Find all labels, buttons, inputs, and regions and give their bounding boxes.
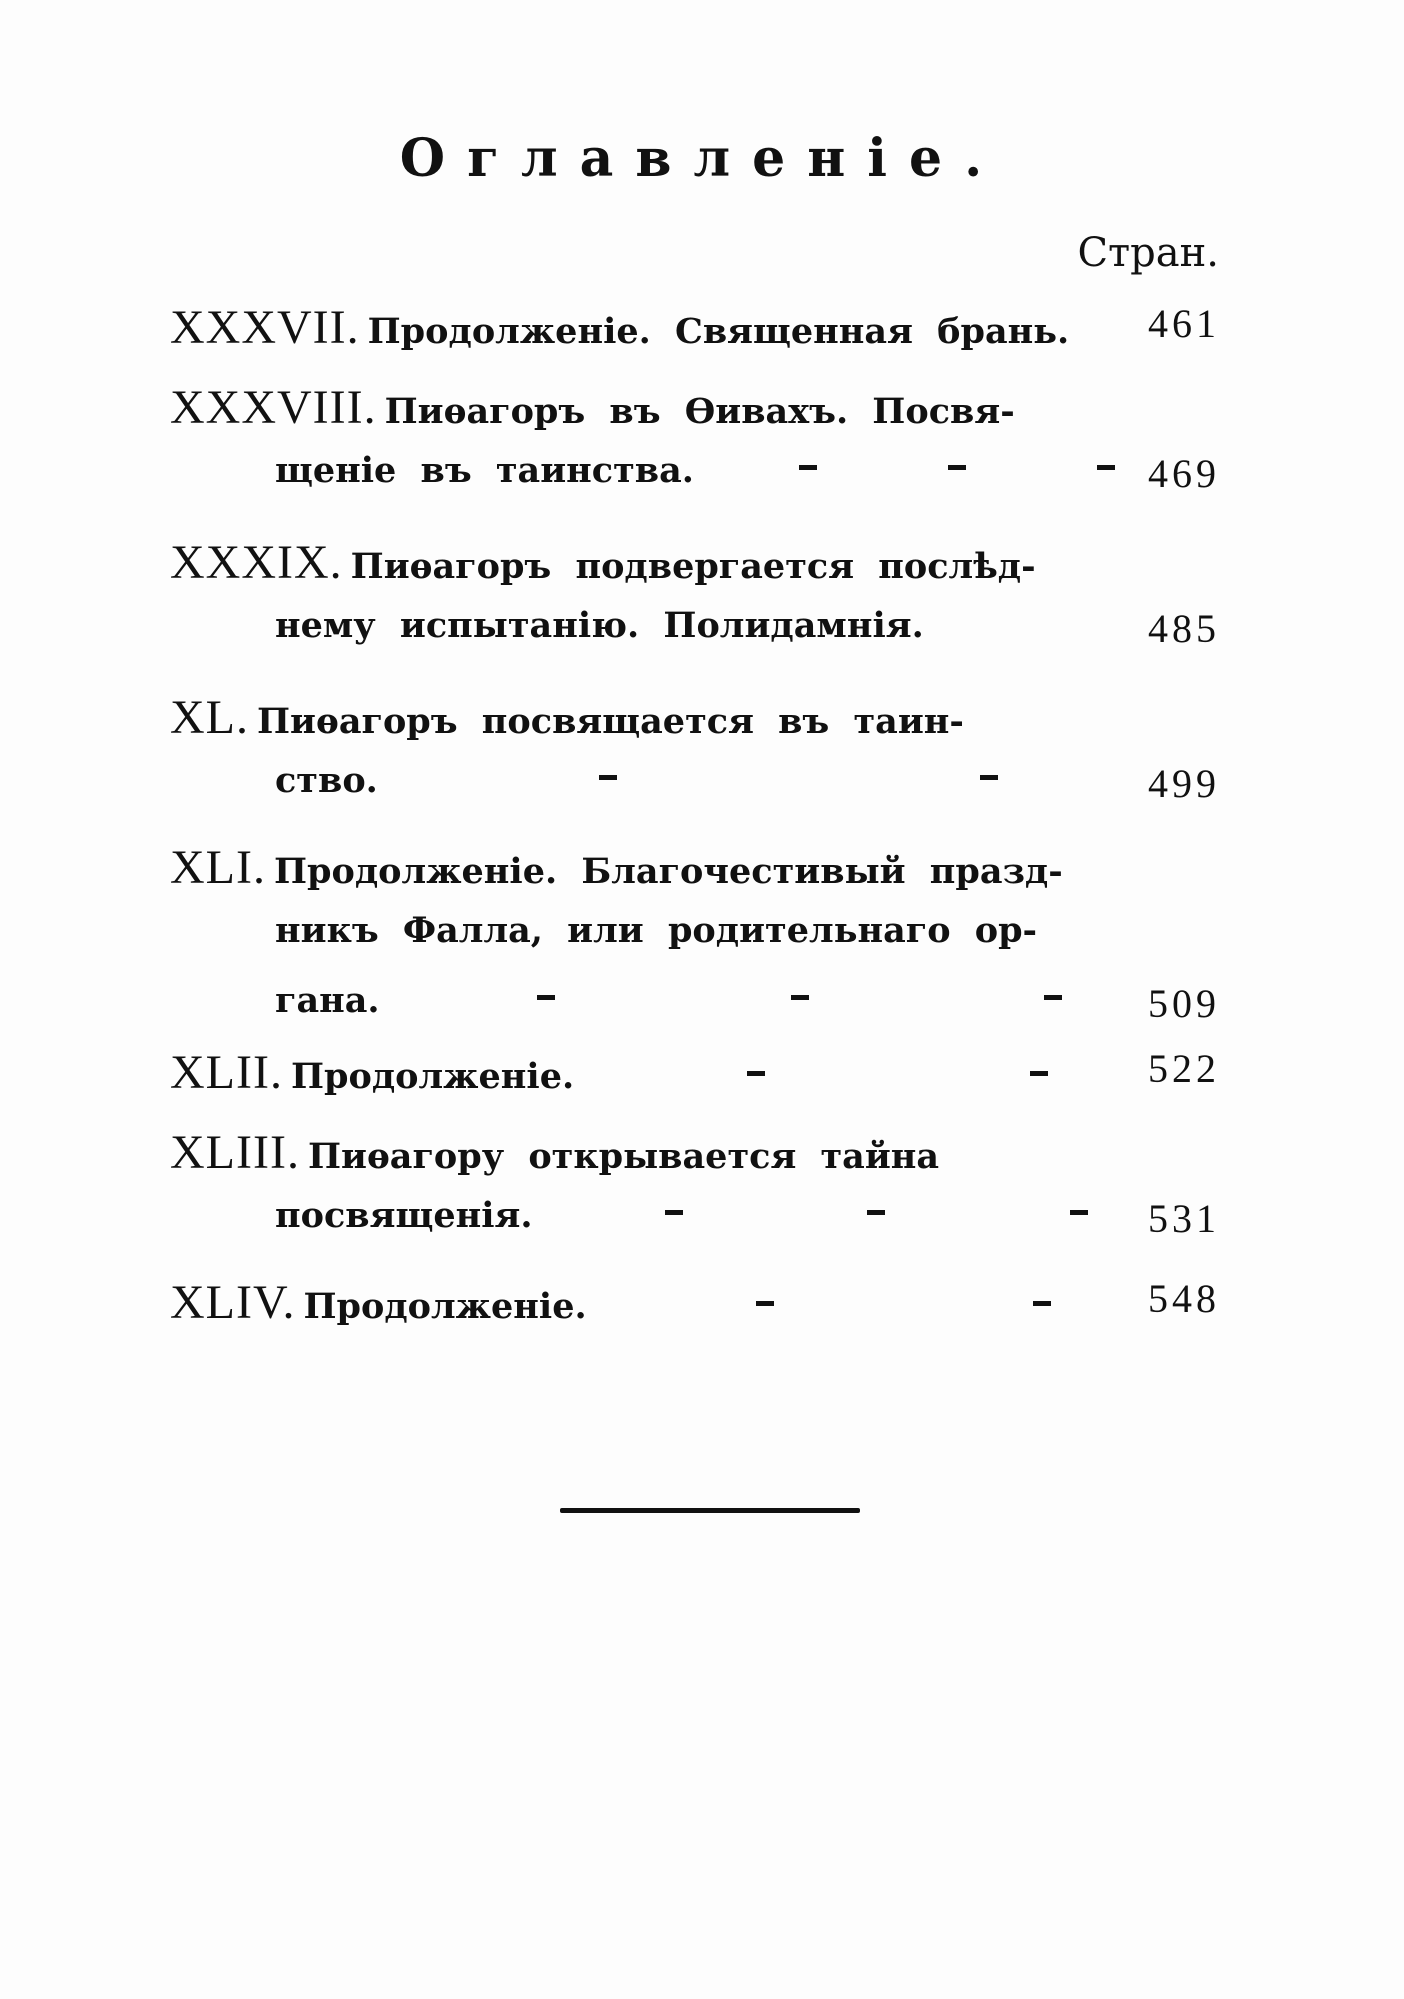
- dot-leader: [378, 787, 1220, 792]
- page-number: 469: [1148, 451, 1220, 496]
- page-number: 522: [1148, 1046, 1220, 1091]
- toc-line: [170, 450, 1220, 520]
- toc-line: [170, 760, 1220, 830]
- toc-line: [170, 1195, 1220, 1265]
- chapter-title: Продолженіе. Священная брань.: [367, 311, 1070, 352]
- toc-entry[interactable]: [170, 1275, 1220, 1345]
- page-column-label: Стран.: [1077, 230, 1219, 276]
- dot-leader: [694, 477, 1220, 482]
- toc-line: [170, 605, 1220, 675]
- toc-entry[interactable]: [170, 690, 1220, 830]
- toc-entry[interactable]: [170, 380, 1220, 520]
- page-number: 461: [1148, 301, 1220, 346]
- chapter-title-continued: нему испытанію. Полидамнія.: [275, 605, 924, 646]
- chapter-numeral: XLIV.: [170, 1276, 296, 1329]
- toc-line: [170, 980, 1220, 1050]
- toc-line: [170, 1125, 1220, 1195]
- toc-line: [170, 1275, 1220, 1345]
- toc-line: [170, 535, 1220, 605]
- chapter-numeral: XXXIX.: [170, 536, 343, 589]
- chapter-title-continued: никъ Фалла, или родительнаго ор-: [275, 910, 1038, 951]
- page-number: 548: [1148, 1276, 1220, 1321]
- chapter-title: Пиѳагоръ подвергается послѣд-: [350, 546, 1036, 587]
- chapter-title-continued: щеніе въ таинства.: [275, 450, 694, 491]
- chapter-title: Продолженіе.: [290, 1056, 575, 1097]
- chapter-title-continued: гана.: [275, 980, 380, 1021]
- chapter-title: Продолженіе. Благочестивый празд-: [273, 851, 1063, 892]
- end-rule: [560, 1508, 860, 1513]
- toc-line: [170, 690, 1220, 760]
- chapter-numeral: XL.: [170, 691, 249, 744]
- toc-entry[interactable]: [170, 1045, 1220, 1115]
- dot-leader: [574, 1083, 1220, 1088]
- page-number: 485: [1148, 606, 1220, 651]
- chapter-numeral: XXXVII.: [170, 301, 360, 354]
- toc-line: [170, 1045, 1220, 1115]
- dot-leader: [380, 1007, 1220, 1012]
- page-number: 499: [1148, 761, 1220, 806]
- toc-entry[interactable]: [170, 840, 1220, 1050]
- chapter-title: Пиѳагоръ въ Ѳивахъ. Посвя-: [384, 391, 1015, 432]
- toc-entry[interactable]: [170, 535, 1220, 675]
- dot-leader: [587, 1313, 1220, 1318]
- chapter-numeral: XLII.: [170, 1046, 283, 1099]
- chapter-title-continued: посвященія.: [275, 1195, 533, 1236]
- toc-line: [170, 910, 1220, 980]
- toc-entry[interactable]: [170, 300, 1220, 370]
- toc-line: [170, 840, 1220, 910]
- toc-line: [170, 300, 1220, 370]
- chapter-title: Продолженіе.: [303, 1286, 587, 1327]
- page-number: 531: [1148, 1196, 1220, 1241]
- chapter-title: Пиѳагору открывается тайна: [307, 1136, 940, 1177]
- chapter-numeral: XXXVIII.: [170, 381, 377, 434]
- dot-leader: [533, 1222, 1220, 1227]
- page-title: Оглавленіе.: [399, 128, 1005, 189]
- chapter-title-continued: ство.: [275, 760, 378, 801]
- toc-line: [170, 380, 1220, 450]
- chapter-numeral: XLIII.: [170, 1126, 300, 1179]
- toc-entry[interactable]: [170, 1125, 1220, 1265]
- page-number: 509: [1148, 981, 1220, 1026]
- chapter-numeral: XLI.: [170, 841, 266, 894]
- chapter-title: Пиѳагоръ посвящается въ таин-: [256, 701, 964, 742]
